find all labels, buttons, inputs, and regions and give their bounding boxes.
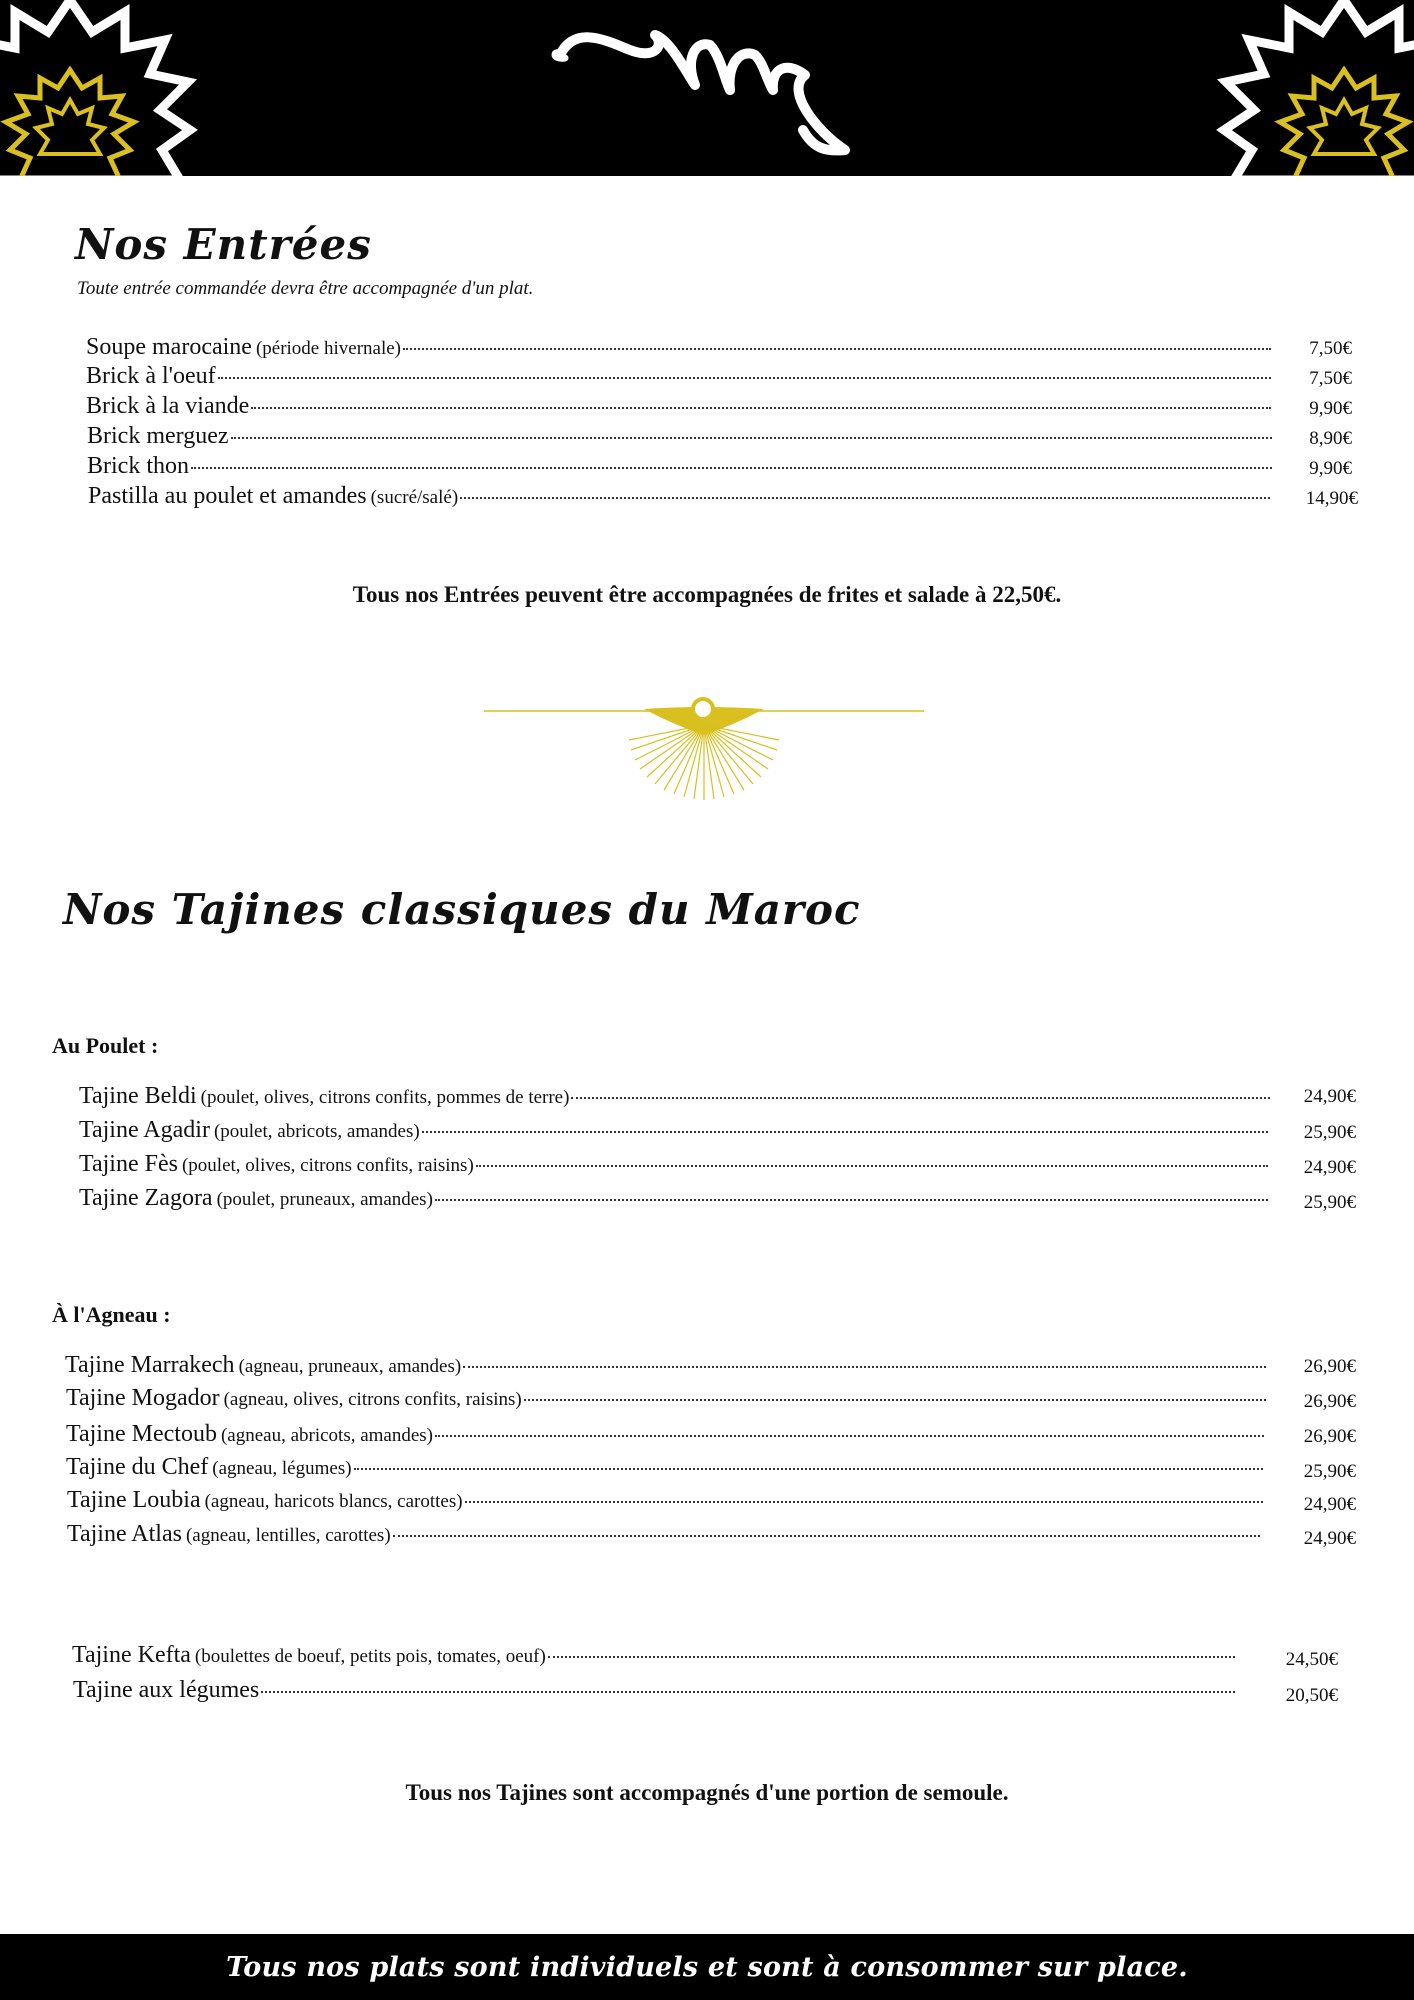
item-desc: (période hivernale)	[255, 338, 401, 359]
item-name: Tajine Mectoub	[66, 1421, 217, 1447]
item-desc: (agneau, légumes)	[212, 1458, 352, 1479]
dotted-leader	[231, 437, 1272, 439]
item-name: Soupe marocaine	[86, 334, 252, 360]
dotted-leader	[548, 1656, 1235, 1658]
item-price: 26,90€	[1303, 1356, 1356, 1377]
dotted-leader	[476, 1165, 1268, 1167]
item-name: Tajine Agadir	[79, 1117, 210, 1143]
dotted-leader	[261, 1691, 1235, 1693]
list-item	[67, 1521, 1262, 1548]
right-star-ornament	[1154, 0, 1414, 176]
footer-text: Tous nos plats sont individuels et sont à consommer sur place.	[226, 1951, 1188, 1983]
item-name: Tajine Atlas	[67, 1521, 182, 1547]
dotted-leader	[465, 1501, 1263, 1503]
item-price: 26,90€	[1303, 1426, 1356, 1447]
dotted-leader	[218, 377, 1271, 379]
item-desc: (poulet, olives, citrons confits, raisins)	[181, 1155, 474, 1176]
footer-banner	[0, 1934, 1414, 2000]
list-item	[67, 1487, 1265, 1514]
item-price: 26,90€	[1303, 1391, 1356, 1412]
item-price: 24,90€	[1303, 1528, 1356, 1549]
list-item	[86, 334, 1273, 361]
list-item	[73, 1677, 1237, 1704]
item-desc: (poulet, pruneaux, amandes)	[216, 1189, 433, 1210]
item-desc: (agneau, abricots, amandes)	[220, 1425, 434, 1446]
dotted-leader	[435, 1199, 1268, 1201]
list-item	[72, 1642, 1237, 1669]
item-price: 9,90€	[1309, 398, 1352, 419]
item-price: 14,90€	[1305, 488, 1358, 509]
agneau-heading: À l'Agneau :	[52, 1302, 171, 1327]
item-price: 24,50€	[1285, 1649, 1338, 1670]
item-name: Tajine Loubia	[67, 1487, 201, 1513]
item-name: Tajine du Chef	[66, 1454, 209, 1480]
list-item	[88, 483, 1272, 510]
item-price: 9,90€	[1309, 458, 1352, 479]
item-name: Brick merguez	[87, 423, 229, 449]
list-item	[79, 1151, 1270, 1178]
dotted-leader	[191, 467, 1272, 469]
tajines-title: Nos Tajines classiques du Maroc	[63, 885, 861, 934]
item-price: 24,90€	[1303, 1494, 1356, 1515]
list-item	[87, 453, 1274, 480]
list-item	[66, 1385, 1268, 1412]
item-desc: (poulet, abricots, amandes)	[213, 1121, 420, 1142]
dotted-leader	[393, 1535, 1260, 1537]
dotted-leader	[571, 1097, 1270, 1099]
item-desc: (sucré/salé)	[370, 487, 459, 508]
list-item	[86, 363, 1273, 390]
poulet-heading: Au Poulet :	[52, 1033, 159, 1058]
item-price: 7,50€	[1309, 338, 1352, 359]
list-item	[66, 1421, 1266, 1448]
tajines-note: Tous nos Tajines sont accompagnés d'une portion de semoule.	[405, 1780, 1009, 1805]
item-price: 8,90€	[1309, 428, 1352, 449]
entrees-title: Nos Entrées	[75, 220, 372, 269]
list-item	[79, 1083, 1272, 1110]
dotted-leader	[524, 1399, 1266, 1401]
item-price: 7,50€	[1309, 368, 1352, 389]
dotted-leader	[435, 1435, 1264, 1437]
item-name: Tajine Fès	[79, 1151, 178, 1177]
dotted-leader	[460, 497, 1270, 499]
item-name: Tajine aux légumes	[73, 1677, 260, 1703]
item-desc: (agneau, haricots blancs, carottes)	[204, 1491, 463, 1512]
dotted-leader	[463, 1366, 1266, 1368]
dotted-leader	[251, 407, 1271, 409]
item-name: Brick à la viande	[86, 393, 250, 419]
item-name: Tajine Zagora	[79, 1185, 213, 1211]
item-name: Tajine Mogador	[66, 1385, 220, 1411]
item-desc: (agneau, lentilles, carottes)	[185, 1525, 391, 1546]
list-item	[87, 423, 1274, 450]
list-item	[79, 1117, 1270, 1144]
item-price: 25,90€	[1303, 1461, 1356, 1482]
dotted-leader	[422, 1131, 1268, 1133]
header-banner	[0, 0, 1414, 176]
calligraphy-logo	[545, 0, 865, 176]
item-price: 20,50€	[1285, 1685, 1338, 1706]
item-price: 24,90€	[1303, 1157, 1356, 1178]
item-desc: (agneau, pruneaux, amandes)	[238, 1356, 462, 1377]
sun-divider-ornament	[484, 695, 924, 805]
item-desc: (poulet, olives, citrons confits, pommes de terre)	[200, 1087, 570, 1108]
item-name: Tajine Kefta	[72, 1642, 191, 1668]
item-name: Tajine Beldi	[79, 1083, 197, 1109]
item-desc: (agneau, olives, citrons confits, raisins)	[223, 1389, 522, 1410]
item-price: 25,90€	[1303, 1192, 1356, 1213]
list-item	[65, 1352, 1268, 1379]
entrees-subtitle: Toute entrée commandée devra être accompagnée d'un plat.	[77, 278, 534, 299]
item-name: Brick thon	[87, 453, 189, 479]
list-item	[86, 393, 1273, 420]
item-name: Tajine Marrakech	[65, 1352, 235, 1378]
item-price: 25,90€	[1303, 1122, 1356, 1143]
dotted-leader	[354, 1468, 1263, 1470]
item-name: Brick à l'oeuf	[86, 363, 216, 389]
left-star-ornament	[0, 0, 260, 176]
list-item	[79, 1185, 1270, 1212]
entrees-note: Tous nos Entrées peuvent être accompagnées de frites et salade à 22,50€.	[352, 582, 1062, 607]
item-desc: (boulettes de boeuf, petits pois, tomates, oeuf)	[194, 1646, 546, 1667]
dotted-leader	[403, 348, 1271, 350]
list-item	[66, 1454, 1265, 1481]
item-name: Pastilla au poulet et amandes	[88, 483, 367, 509]
item-price: 24,90€	[1303, 1086, 1356, 1107]
